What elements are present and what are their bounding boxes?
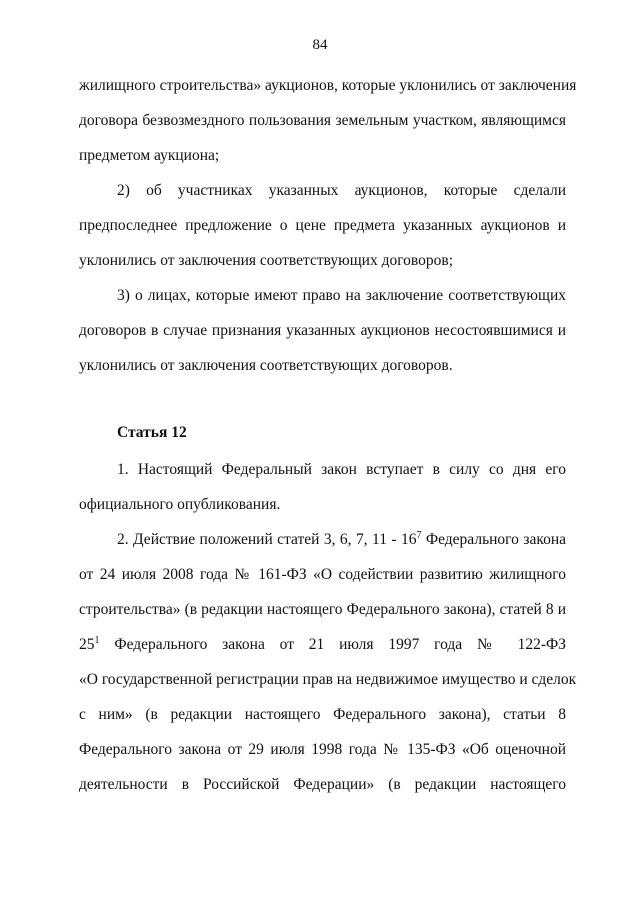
article-paragraph-line: Федерального закона от 29 июля 1998 года № 135-ФЗ «Об оценочной [79, 741, 566, 758]
article-paragraph-line [79, 635, 566, 655]
list-item-line: 2) об участниках указанных аукционов, которые сделали [117, 182, 566, 199]
article-paragraph-line [117, 530, 566, 550]
paragraph-line: договора безвозмездного пользования земельным участком, являющимся [79, 112, 566, 129]
list-item-line: уклонились от заключения соответствующих договоров. [79, 357, 453, 374]
list-item-line: предпоследнее предложение о цене предмета указанных аукционов и [79, 217, 566, 234]
article-paragraph-line: деятельности в Российской Федерации» (в редакции настоящего [79, 776, 566, 793]
article-paragraph-line: официального опубликования. [79, 496, 281, 513]
list-item-line: уклонились от заключения соответствующих договоров; [79, 252, 454, 269]
list-item-line: договоров в случае признания указанных аукционов несостоявшимися и [79, 322, 566, 339]
article-paragraph-line: от 24 июля 2008 года № 161-ФЗ «О содействии развитию жилищного [79, 566, 566, 583]
text-fragment: 2. Действие положений статей 3, 6, 7, 11 - 16 [117, 531, 417, 548]
article-paragraph-line: 1. Настоящий Федеральный закон вступает в силу со дня его [117, 461, 566, 478]
page-number: 84 [312, 37, 328, 53]
paragraph-line: предметом аукциона; [79, 147, 220, 164]
article-paragraph-line: с ним» (в редакции настоящего Федерального закона), статьи 8 [79, 706, 566, 723]
paragraph-line: жилищного строительства» аукционов, которые уклонились от заключения [79, 77, 577, 94]
superscript: 1 [94, 635, 100, 646]
text-fragment: Федерального закона от 21 июля 1997 года № 122-ФЗ [99, 636, 566, 653]
article-heading: Статья 12 [117, 424, 187, 441]
article-paragraph-line: «О государственной регистрации прав на недвижимое имущество и сделок [79, 671, 577, 688]
list-item-line: 3) о лицах, которые имеют право на заключение соответствующих [117, 287, 566, 304]
superscript: 7 [416, 530, 422, 541]
article-paragraph-line: строительства» (в редакции настоящего Федерального закона), статей 8 и [79, 601, 566, 618]
text-fragment: 25 [79, 636, 95, 653]
text-fragment: Федерального закона [421, 531, 566, 548]
